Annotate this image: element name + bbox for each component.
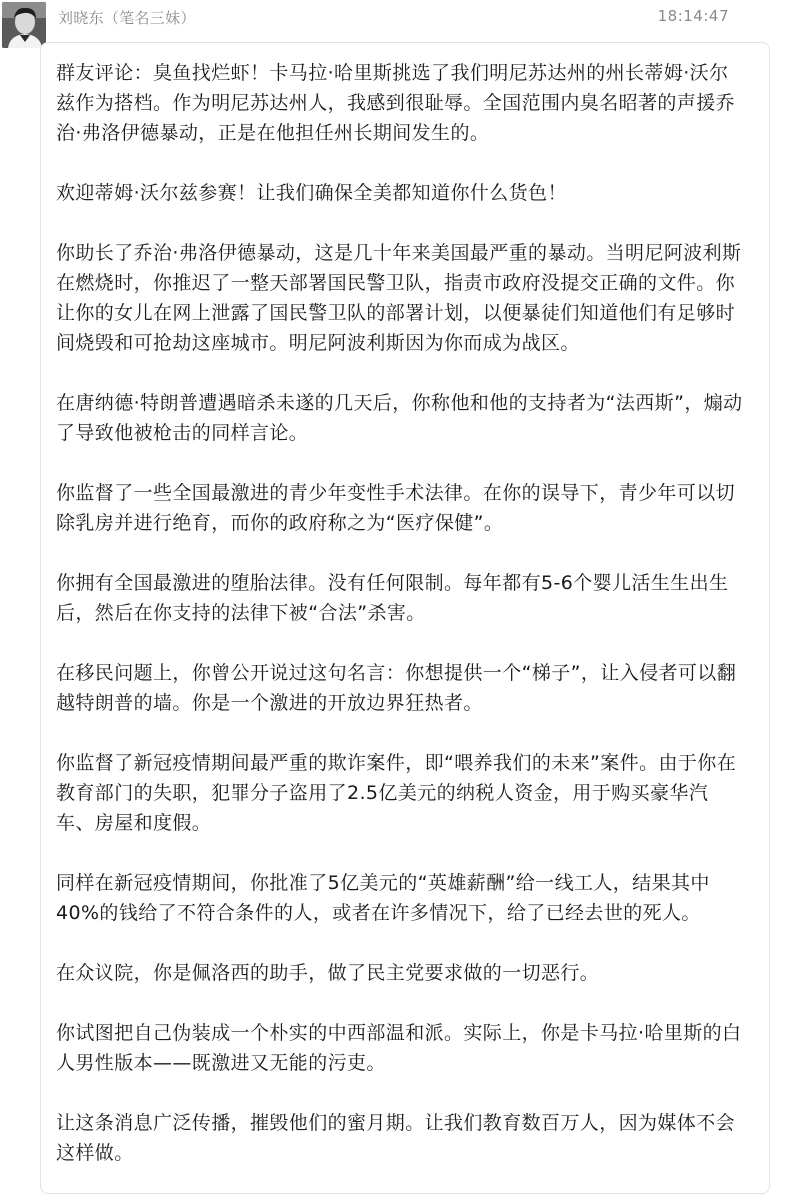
sender-name[interactable]: 刘晓东（笔名三妹） — [58, 9, 196, 27]
message-paragraph: 你监督了一些全国最激进的青少年变性手术法律。在你的误导下，青少年可以切除乳房并进行绝育，而你的政府称之为“医疗保健”。 — [56, 482, 736, 534]
message-paragraph: 你拥有全国最激进的堕胎法律。没有任何限制。每年都有5-6个婴儿活生生出生后，然后在你支持的法律下被“合法”杀害。 — [56, 572, 729, 624]
message-paragraph: 你监督了新冠疫情期间最严重的欺诈案件，即“喂养我们的未来”案件。由于你在教育部门的失职，犯罪分子盗用了2.5亿美元的纳税人资金，用于购买豪华汽车、房屋和度假。 — [56, 752, 737, 834]
avatar-photo-icon — [2, 2, 46, 48]
message-paragraph: 你试图把自己伪装成一个朴实的中西部温和派。实际上，你是卡马拉·哈里斯的白人男性版本——既激进又无能的污吏。 — [56, 1022, 742, 1074]
message-paragraph: 群友评论：臭鱼找烂虾！卡马拉·哈里斯挑选了我们明尼苏达州的州长蒂姆·沃尔兹作为搭档。作为明尼苏达州人，我感到很耻辱。全国范围内臭名昭著的声援乔治·弗洛伊德暴动，正是在他担任州长期间发生的。 — [56, 62, 736, 144]
message-paragraph: 欢迎蒂姆·沃尔兹参赛！让我们确保全美都知道你什么货色！ — [56, 182, 567, 204]
message-timestamp: 18:14:47 — [657, 7, 729, 25]
message-paragraph: 同样在新冠疫情期间，你批准了5亿美元的“英雄薪酬”给一线工人，结果其中40%的钱给了不符合条件的人，或者在许多情况下，给了已经去世的死人。 — [56, 872, 710, 924]
message-paragraph: 在移民问题上，你曾公开说过这句名言：你想提供一个“梯子”，让入侵者可以翻越特朗普的墙。你是一个激进的开放边界狂热者。 — [56, 662, 737, 714]
avatar[interactable] — [2, 2, 46, 48]
message-paragraph: 你助长了乔治·弗洛伊德暴动，这是几十年来美国最严重的暴动。当明尼阿波利斯在燃烧时，你推迟了一整天部署国民警卫队，指责市政府没提交正确的文件。你让你的女儿在网上泄露了国民警卫队的部署计划，以便暴徒们知道他们有足够时间烧毁和可抢劫这座城市。明尼阿波利斯因为你而成为战区。 — [56, 242, 742, 354]
message-body — [56, 58, 746, 1198]
message-paragraph: 在唐纳德·特朗普遭遇暗杀未遂的几天后，你称他和他的支持者为“法西斯”，煽动了导致他被枪击的同样言论。 — [56, 392, 743, 444]
message-paragraph: 在众议院，你是佩洛西的助手，做了民主党要求做的一切恶行。 — [56, 962, 600, 984]
message-paragraph: 让这条消息广泛传播，摧毁他们的蜜月期。让我们教育数百万人，因为媒体不会这样做。 — [56, 1112, 736, 1164]
